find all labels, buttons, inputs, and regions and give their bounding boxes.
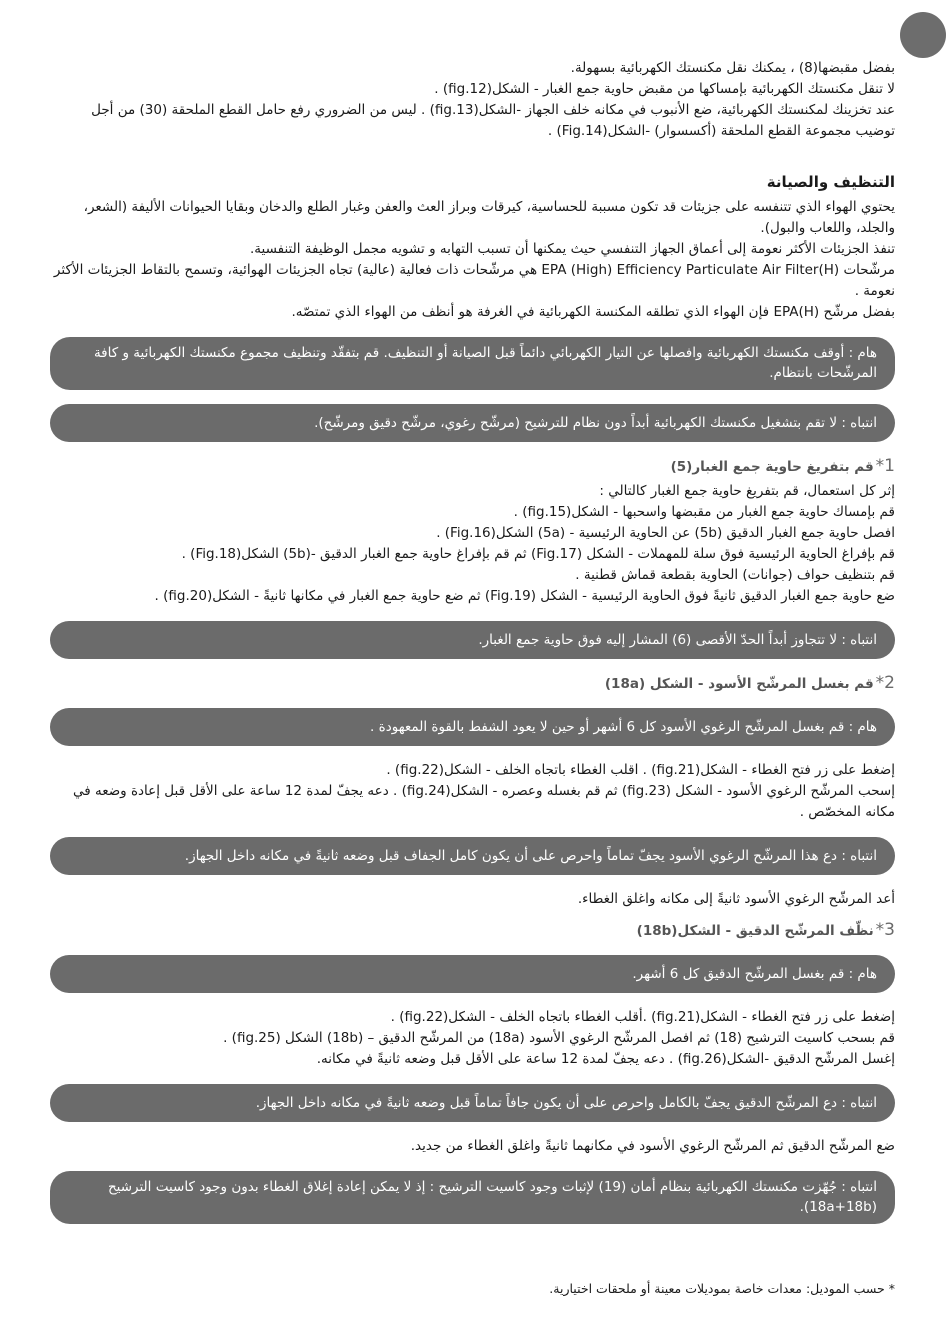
step3-title: نظّف المرشّح الدقيق - الشكل(18b) xyxy=(636,923,874,939)
step1-number: 1* xyxy=(875,456,895,476)
intro-line: لا تنقل مكنستك الكهربائية بإمساكها من مقبض حاوية جمع الغبار - الشكل(fig.12) . xyxy=(434,81,895,97)
section-paragraph: مرشّحات (H)EPA (High) Efficiency Particulate Air Filter هي مرشّحات ذات فعالية (عالية) تجاه الجزيئات الهوائية، وتسمح بالتقاط الجزيئات الأكثر نعومة . xyxy=(53,262,895,299)
step3-number: 3* xyxy=(875,920,895,940)
instruction-line: افصل حاوية جمع الغبار الدقيق (5b) عن الحاوية الرئيسية - (5a) الشكل(Fig.16) . xyxy=(436,525,895,541)
instruction-line: قم بإفراغ الحاوية الرئيسية فوق سلة للمهملات - الشكل (Fig.17) ثم قم بإفراغ حاوية جمع الغبار الدقيق -(5b) الشكل(Fig.18) . xyxy=(181,546,895,562)
instruction-line: إثر كل استعمال، قم بتفريغ حاوية جمع الغبار كالتالي : xyxy=(599,483,895,499)
section-title: التنظيف والصيانة xyxy=(766,173,895,191)
manual-page xyxy=(50,58,895,1238)
step2-closing-line: أعد المرشّح الرغوي الأسود ثانيةً إلى مكانه واغلق الغطاء. xyxy=(577,891,895,907)
instruction-line: إسحب المرشّح الرغوي الأسود - الشكل (fig.23) ثم قم بغسله وعصره - الشكل(fig.24) . دعه يجفّ لمدة 12 ساعة على الأقل قبل إعادة وضعه في مكانه المخصّص . xyxy=(72,783,895,820)
intro-line: عند تخزينك لمكنستك الكهربائية، ضع الأنبوب في مكانه خلف الجهاز -الشكل(fig.13) . ليس من الضروري رفع حامل القطع الملحقة (30) من أجل توضيب مجموعة القطع الملحقة (أكسسوار) -الشكل(Fig.14) . xyxy=(91,102,895,139)
step3-closing-line: ضع المرشّح الدقيق ثم المرشّح الرغوي الأسود في مكانهما ثانيةً واغلق الغطاء من جديد. xyxy=(410,1138,895,1154)
step3-important: هام : قم بغسل المرشّح الدقيق كل 6 أشهر. xyxy=(50,955,895,993)
instruction-line: إضغط على زر فتح الغطاء - الشكل(fig.21) .أقلب الغطاء باتجاه الخلف - الشكل(fig.22) . xyxy=(390,1009,895,1025)
section-paragraph: بفضل مرشّح (H)EPA فإن الهواء الذي تطلقه المكنسة الكهربائية في الغرفة هو أنظف من الهواء الذي تمتصّه. xyxy=(291,304,895,320)
instruction-line: إغسل المرشّح الدقيق -الشكل(fig.26) . دعه يجفّ لمدة 12 ساعة على الأقل قبل وضعه ثانيةً في مكانه. xyxy=(316,1051,895,1067)
instruction-line: قم بسحب كاسيت الترشيح (18) ثم افصل المرشّح الرغوي الأسود (18a) من المرشّح الدقيق – (18b) الشكل (fig.25) . xyxy=(223,1030,895,1046)
step1-warning: انتباه : لا تتجاوز أبداً الحدّ الأقصى (6) المشار إليه فوق حاوية جمع الغبار. xyxy=(50,621,895,659)
important-notice: هام : أوقف مكنستك الكهربائية وافصلها عن التيار الكهربائي دائماً قبل الصيانة أو التنظيف. قم بتفقّد وتنظيف مجموع مكنستك الكهربائية و كافة المرشّحات بانتظام. xyxy=(50,337,895,390)
step2-heading xyxy=(50,673,895,694)
step2-title: قم بغسل المرشّح الأسود - الشكل (18a) xyxy=(604,676,874,692)
instruction-line: قم بتنظيف حواف (جوانات) الحاوية بقطعة قماش قطنية . xyxy=(575,567,895,583)
step2-instructions xyxy=(50,760,895,823)
instruction-line: قم بإمساك حاوية جمع الغبار من مقبضها واسحبها - الشكل(fig.15) . xyxy=(513,504,895,520)
section-paragraph: يحتوي الهواء الذي تتنفسه على جزيئات قد تكون مسببة للحساسية، كيرقات وبراز العث والعفن وغبار الطلع والدخان وبقايا الحيوانات الأليفة (الشعر، والجلد، واللعاب والبول). xyxy=(83,199,895,236)
warning-notice: انتباه : لا تقم بتشغيل مكنستك الكهربائية أبداً دون نظام للترشيح (مرشّح رغوي، مرشّح دقيق ومرشّح). xyxy=(50,404,895,442)
step1-heading xyxy=(50,456,895,477)
step3-warning: انتباه : دع المرشّح الدقيق يجفّ بالكامل واحرص على أن يكون جافاً تماماً قبل وضعه ثانيةً في مكانه داخل الجهاز. xyxy=(50,1084,895,1122)
step2-warning: انتباه : دع هذا المرشّح الرغوي الأسود يجفّ تماماً واحرص على أن يكون كامل الجفاف قبل وضعه ثانيةً في مكانه داخل الجهاز. xyxy=(50,837,895,875)
section-paragraph: تنفذ الجزيئات الأكثر نعومة إلى أعماق الجهاز التنفسي حيث يمكنها أن تسبب التهابه و تشويه مجمل الوظيفة التنفسية. xyxy=(249,241,895,257)
instruction-line: إضغط على زر فتح الغطاء - الشكل(fig.21) . اقلب الغطاء باتجاه الخلف - الشكل(fig.22) . xyxy=(386,762,895,778)
step2-important: هام : قم بغسل المرشّح الرغوي الأسود كل 6 أشهر أو حين لا يعود الشفط بالقوة المعهودة . xyxy=(50,708,895,746)
intro-line: بفضل مقبضها(8) ، يمكنك نقل مكنستك الكهربائية بسهولة. xyxy=(570,60,895,76)
instruction-line: ضع حاوية جمع الغبار الدقيق ثانيةً فوق الحاوية الرئيسية - الشكل (Fig.19) ثم ضع حاوية جمع الغبار في مكانها ثانيةً - الشكل(fig.20) . xyxy=(154,588,895,604)
safety-system-notice: انتباه : جُهّزت مكنستك الكهربائية بنظام أمان (19) لإثبات وجود كاسيت الترشيح : إذ لا يمكن إعادة إغلاق الغطاء بدون وجود كاسيت الترشيح (18a+18b). xyxy=(50,1171,895,1224)
page-corner-marker xyxy=(900,12,946,58)
step3-instructions xyxy=(50,1007,895,1070)
step1-instructions xyxy=(50,481,895,607)
footnote: * حسب الموديل: معدات خاصة بموديلات معينة أو ملحقات اختيارية. xyxy=(549,1281,895,1296)
step3-heading xyxy=(50,920,895,941)
step1-title: قم بتفريغ حاوية جمع الغبار(5) xyxy=(670,459,874,475)
intro-block xyxy=(50,58,895,142)
step2-number: 2* xyxy=(875,673,895,693)
